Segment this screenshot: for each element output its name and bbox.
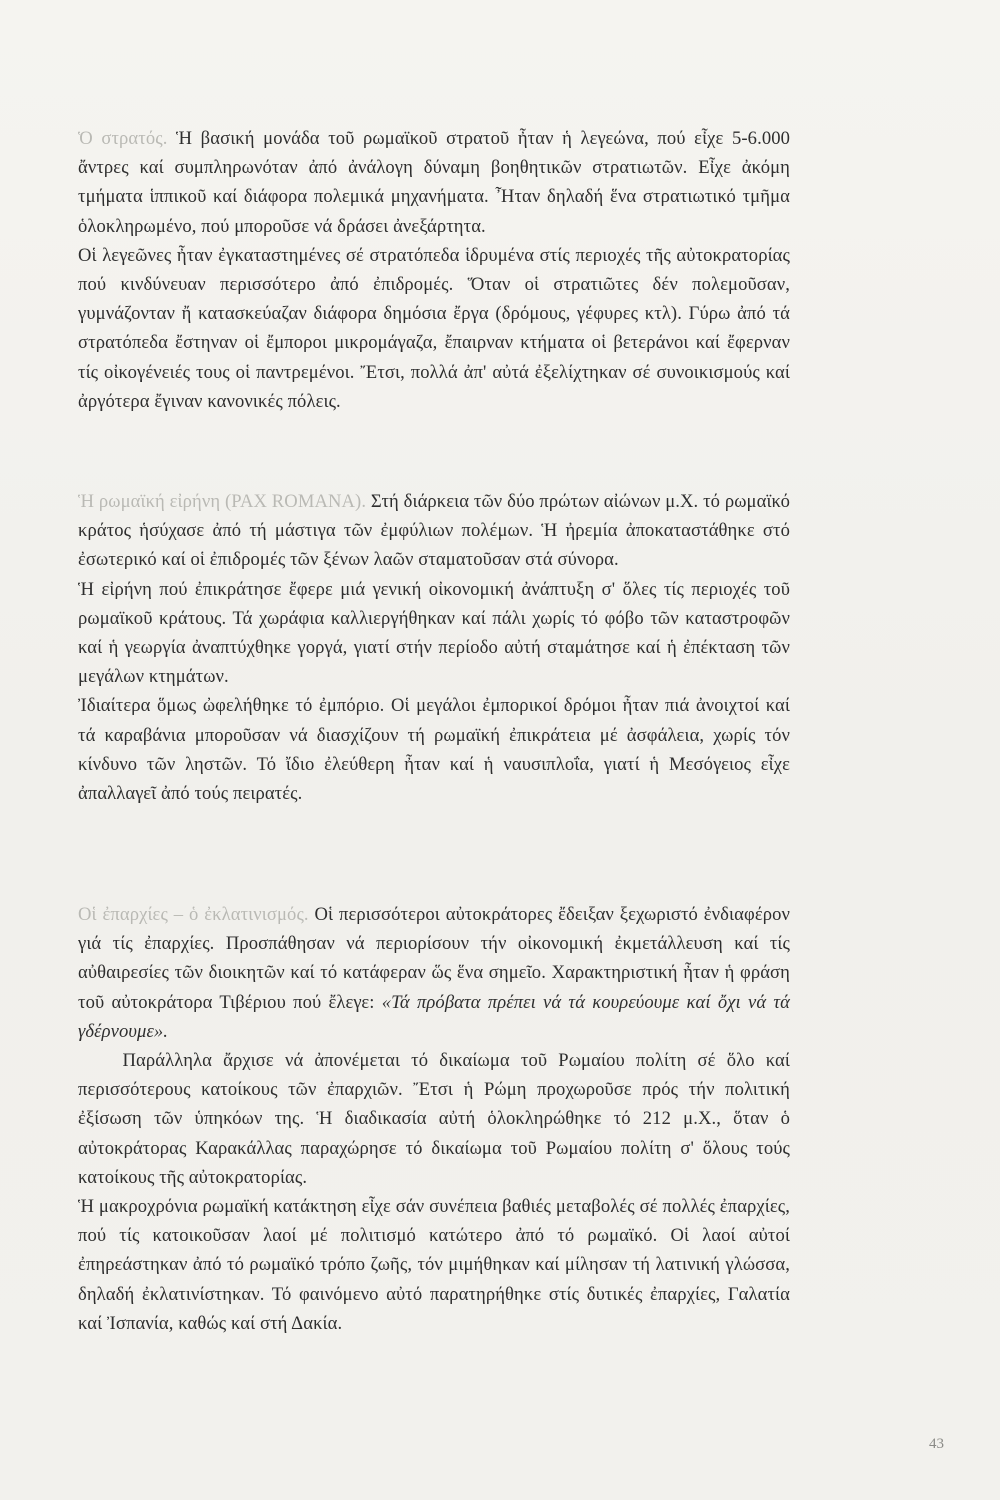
paragraph-text: Ἡ μακροχρόνια ρωμαϊκή κατάκτηση εἶχε σάν συνέπεια βαθιές μεταβολές σέ πολλές ἐπαρχίες, πού τίς κατοικοῦσαν λαοί μέ πολιτισμό κατώτερο ἀπό τό ρωμαϊκό. Οἱ λαοί αὐτοί ἐπηρεάστηκαν ἀπό τό ρωμαϊκό τρόπο ζωῆς, τόν μιμήθηκαν καί μίλησαν τή λατινική γλώσσα, δηλαδή ἐκλατινίστηκαν. Τό φαινόμενο αὐτό παρατηρήθηκε στίς δυτικές ἐπαρχίες, Γαλατία καί Ἰσπανία, καθώς καί στή Δακία.: [78, 1196, 790, 1334]
paragraph: [78, 487, 790, 575]
paragraph-text: Παράλληλα ἄρχισε νά ἀπονέμεται τό δικαίωμα τοῦ Ρωμαίου πολίτη σέ ὅλο καί περισσότερους κατοίκους τῶν ἐπαρχιῶν. Ἔτσι ἡ Ρώμη προχωροῦσε πρός τήν πολιτική ἐξίσωση τῶν ὑπηκόων της. Ἡ διαδικασία αὐτή ὁλοκληρώθηκε τό 212 μ.Χ., ὅταν ὁ αὐτοκράτορας Καρακάλλας παραχώρησε τό δικαίωμα τοῦ Ρωμαίου πολίτη σ' ὅλους τούς κατοίκους τῆς αὐτοκρατορίας.: [78, 1050, 790, 1188]
paragraph: [78, 241, 790, 416]
section-heading: Ὁ στρατός.: [78, 128, 168, 149]
paragraph: [78, 124, 790, 241]
paragraph-text: Ἡ εἰρήνη πού ἐπικράτησε ἔφερε μιά γενική οἰκονομική ἀνάπτυξη σ' ὅλες τίς περιοχές τοῦ ρωμαϊκοῦ κράτους. Τά χωράφια καλλιεργήθηκαν καί πάλι χωρίς τό φόβο τῶν καταστροφῶν καί ἡ γεωργία ἀναπτύχθηκε γοργά, γιατί στήν περίοδο αὐτή σταμάτησε καί ἡ ἐπέκταση τῶν μεγάλων κτημάτων.: [78, 578, 790, 688]
paragraph: [78, 1192, 790, 1338]
paragraph-text: Στή διάρκεια τῶν δύο πρώτων αἰώνων μ.Χ. τό ρωμαϊκό κράτος ἡσύχασε ἀπό τή μάστιγα τῶν ἐμφύλιων πολέμων. Ἡ ἠρεμία ἀποκαταστάθηκε στό ἐσωτερικό καί οἱ ἐπιδρομές τῶν ξένων λαῶν σταματοῦσαν στά σύνορα.: [78, 491, 791, 571]
section-heading: Οἱ ἐπαρχίες – ὁ ἐκλατινισμός.: [78, 904, 309, 925]
paragraph-text: Ἡ βασική μονάδα τοῦ ρωμαϊκοῦ στρατοῦ ἦταν ἡ λεγεώνα, πού εἶχε 5-6.000 ἄντρες καί συμπληρωνόταν ἀπό ἀνάλογη δύναμη βοηθητικῶν στρατιωτῶν. Εἶχε ἀκόμη τμήματα ἱππικοῦ καί διάφορα πολεμικά μηχανήματα. Ἦταν δηλαδή ἕνα στρατιωτικό τμῆμα ὁλοκληρωμένο, πού μποροῦσε νά δράσει ἀνεξάρτητα.: [78, 128, 791, 237]
paragraph: [78, 575, 790, 692]
paragraph-text: Ἰδιαίτερα ὅμως ὠφελήθηκε τό ἐμπόριο. Οἱ μεγάλοι ἐμπορικοί δρόμοι ἦταν πιά ἀνοιχτοί καί τά καραβάνια μποροῦσαν νά διασχίζουν τή ρωμαϊκή ἐπικράτεια μέ ἀσφάλεια, χωρίς τόν κίνδυνο τῶν ληστῶν. Τό ἴδιο ἐλεύθερη ἦταν καί ἡ ναυσιπλοΐα, γιατί ἡ Μεσόγειος εἶχε ἀπαλλαγεῖ ἀπό τούς πειρατές.: [78, 695, 790, 805]
paragraph: [78, 1046, 790, 1192]
section-heading: Ἡ ρωμαϊκή εἰρήνη (PAX ROMANA).: [78, 491, 367, 512]
section-provinces: [78, 900, 790, 1338]
tiberius-quote: «Τά πρόβατα πρέπει νά τά κουρεύουμε καί ὄχι νά τά γδέρνουμε».: [78, 991, 790, 1042]
page-number: 43: [929, 1436, 944, 1452]
paragraph-text: Οἱ λεγεῶνες ἦταν ἐγκαταστημένες σέ στρατόπεδα ἱδρυμένα στίς περιοχές τῆς αὐτοκρατορίας πού κινδύνευαν περισσότερο ἀπό ἐπιδρομές. Ὅταν οἱ στρατιῶτες δέν πολεμοῦσαν, γυμνάζονταν ἤ κατασκεύαζαν διάφορα δημόσια ἔργα (δρόμους, γέφυρες κτλ). Γύρω ἀπό τά στρατόπεδα ἔστηναν οἱ ἔμποροι μικρομάγαζα, ἔπαιρναν κτήματα οἱ βετεράνοι καί ἔφερναν τίς οἰκογένειές τους οἱ παντρεμένοι. Ἔτσι, πολλά ἀπ' αὐτά ἐξελίχτηκαν σέ συνοικισμούς καί ἀργότερα ἔγιναν κανονικές πόλεις.: [78, 244, 790, 412]
section-army: [78, 124, 790, 416]
section-pax-romana: [78, 487, 790, 808]
paragraph: [78, 691, 790, 808]
paragraph-text: Οἱ περισσότεροι αὐτοκράτορες ἔδειξαν ξεχωριστό ἐνδιαφέρον γιά τίς ἐπαρχίες. Προσπάθησαν νά περιορίσουν τήν οἰκονομική ἐκμετάλλευση καί τίς αὐθαιρεσίες τῶν διοικητῶν καί τό κατάφεραν ὥς ἕνα σημεῖο. Χαρακτηριστική ἦταν ἡ φράση τοῦ αὐτοκράτορα Τιβέριου πού ἔλεγε:: [78, 904, 791, 1013]
paragraph: [78, 900, 790, 1046]
